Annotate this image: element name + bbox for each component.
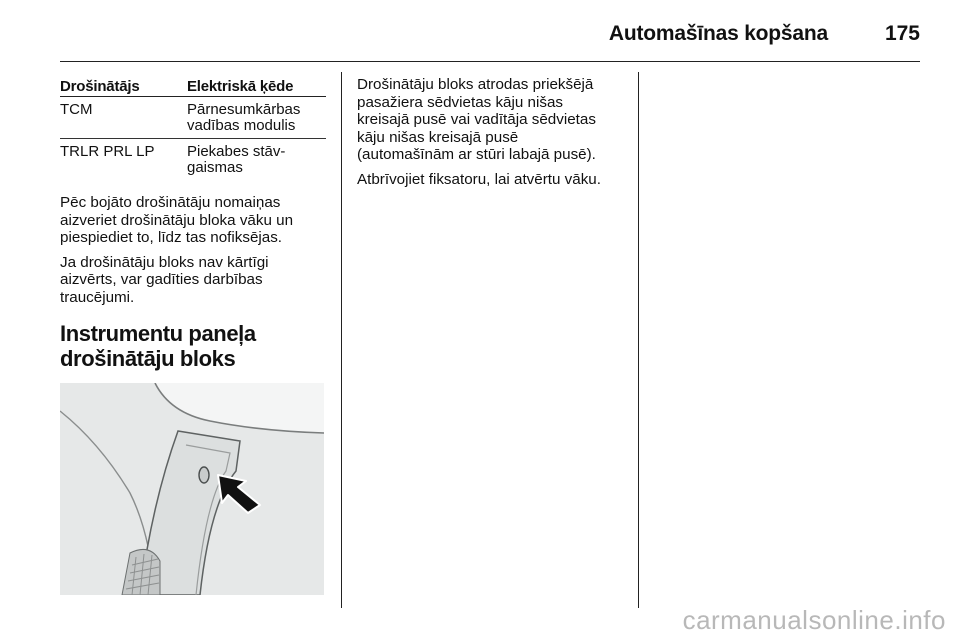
- fuse-box-drawing: [60, 383, 324, 595]
- circuit-cell-line: vadības modulis: [187, 117, 296, 134]
- text-line: aizvērts, var gadīties darbības: [60, 271, 263, 289]
- text-line: Drošinātāju bloks atrodas priekšējā: [357, 76, 594, 93]
- section-heading: [60, 321, 328, 371]
- page-number: 175: [884, 22, 920, 45]
- text-line: Pēc bojāto drošinātāju nomaiņas: [60, 194, 281, 211]
- fuse-table-header-row: [60, 72, 326, 97]
- fuse-cell: TCM: [60, 97, 187, 139]
- fuse-column-header: Drošinātājs: [60, 72, 187, 97]
- column-divider-left: [341, 72, 342, 608]
- text-line: piespiediet to, līdz tas nofiksējas.: [60, 229, 283, 247]
- column-middle: [357, 72, 625, 196]
- text-line: kreisajā pusē vai vadītāja sēdvietas: [357, 111, 596, 129]
- text-line: (automašīnām ar stūri labajā pusē).: [357, 146, 596, 164]
- watermark: carmanualsonline.info: [682, 605, 946, 635]
- page-header: [60, 14, 920, 54]
- arrow-icon: [218, 475, 260, 513]
- heading-line: drošinātāju bloks: [60, 345, 236, 371]
- fuse-cell: TRLR PRL LP: [60, 143, 155, 160]
- text-line: aizveriet drošinātāju bloka vāku un: [60, 211, 294, 229]
- column-left: [60, 72, 328, 595]
- circuit-cell-line: gaismas: [187, 159, 243, 176]
- page-title: Automašīnas kopšana: [608, 22, 828, 45]
- dashboard-surface: [60, 383, 324, 433]
- column-divider-right: [638, 72, 639, 608]
- latch-icon: [199, 467, 209, 483]
- circuit-cell-line: Pārnesumkārbas: [187, 101, 301, 118]
- paragraph-replace-fuses: [60, 194, 328, 247]
- text-line: kāju nišas kreisajā pusē: [357, 128, 519, 146]
- text-line: traucējumi.: [60, 288, 135, 306]
- circuit-column-header: Elektriskā ķēde: [187, 72, 326, 97]
- paragraph-malfunction: [60, 254, 328, 307]
- circuit-cell: [187, 97, 326, 139]
- circuit-cell: [187, 139, 326, 181]
- header-rule: [60, 61, 920, 62]
- fuse-box-illustration: [60, 383, 324, 595]
- paragraph-location: [357, 76, 625, 164]
- fuse-table: [60, 72, 326, 180]
- text-line: Ja drošinātāju bloks nav kārtīgi: [60, 253, 269, 271]
- table-row: [60, 97, 326, 139]
- speaker-grille-icon: [122, 549, 160, 595]
- heading-line: Instrumentu paneļa: [60, 320, 256, 346]
- paragraph-open-cover: Atbrīvojiet fiksatoru, lai atvērtu vāku.: [357, 170, 601, 188]
- circuit-cell-line: Piekabes stāv-: [187, 143, 286, 160]
- text-line: pasažiera sēdvietas kāju nišas: [357, 93, 563, 111]
- table-row: [60, 139, 326, 181]
